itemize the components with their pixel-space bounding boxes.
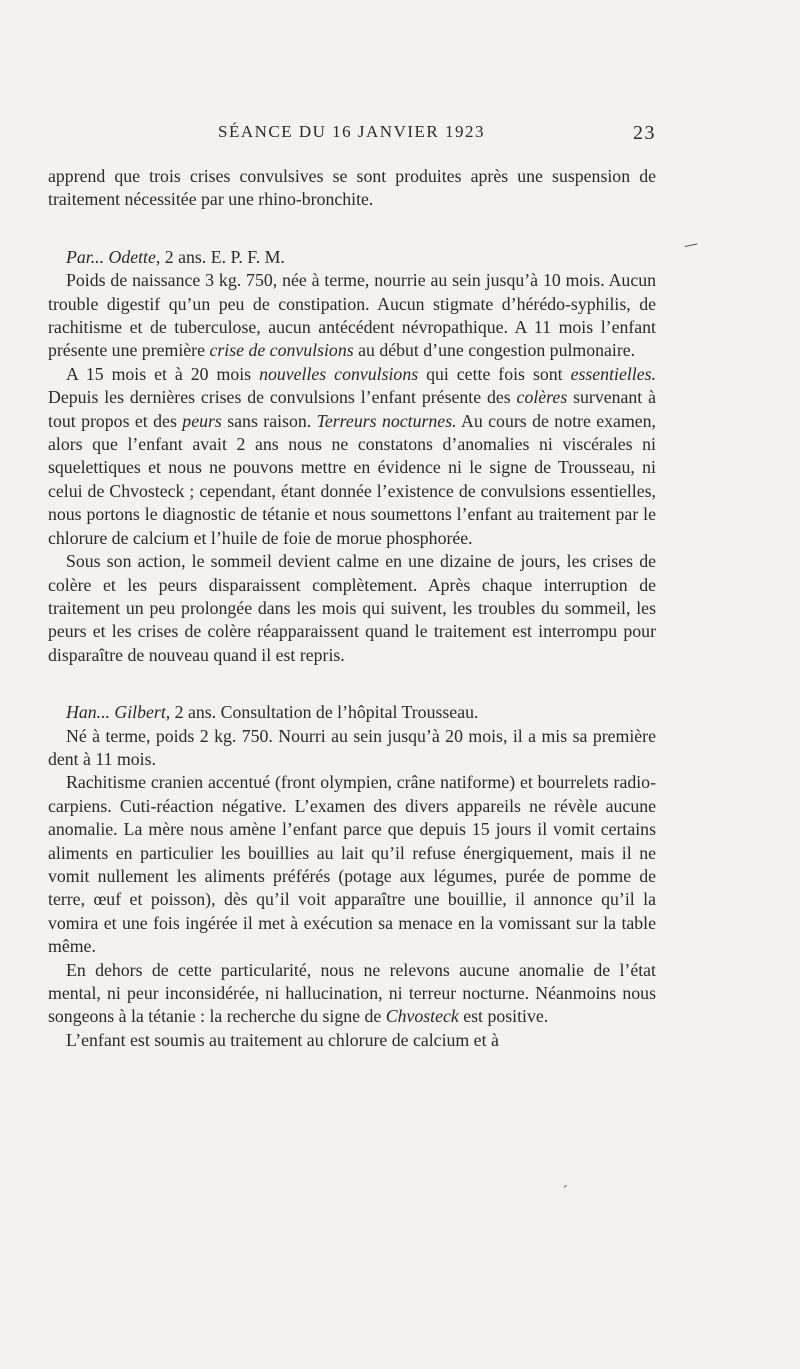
- case-one-p2-italic-3: colères: [516, 387, 568, 408]
- case-one-paragraph-3: Sous son action, le sommeil devient calme en une dizaine de jours, les crises de colère et les peurs disparaissent complètement. Après chaque interruption de traitement un peu prolongée dans les mois qui suivent, les troubles du sommeil, les peurs et les crises de colère réapparaissent quand le traitement est interrompu pour disparaître de nouveau quand il est repris.: [48, 551, 656, 665]
- case-two-p3-text-b: est positive.: [458, 1006, 549, 1027]
- case-one-p1-text-a: Poids de naissance 3 kg. 750, née à terme, nourrie au sein jusqu’à 10 mois. Aucun trouble digestif qu’un peu de constipation. Aucun stigmate d’hérédo-syphilis, de rachitisme et de tuberculose, aucun antécédent névropathique. A 11 mois l’enfant présente une première: [48, 270, 656, 361]
- case-one-p2-text-a: A 15 mois et à 20 mois: [66, 363, 260, 384]
- case-one-p1-text-b: au début d’une congestion pulmonaire.: [353, 340, 636, 361]
- case-one-p2-text-f: Au cours de notre examen, alors que l’enfant avait 2 ans nous ne constatons d’anomalies ni viscérales ni squelettiques et nous ne pouvons mettre en évidence ni le signe de Trousseau, ni celui de Chvosteck ; cependant, étant donnée l’existence de convulsions essentielles, nous portons le diagnostic de tétanie et nous soumettons l’enfant au traitement par le chlorure de calcium et l’huile de foie de morue phosphorée.: [48, 410, 656, 548]
- case-one-paragraph-2: [48, 363, 656, 550]
- case-two-p3-text-a: En dehors de cette particularité, nous ne relevons aucune anomalie de l’état mental, ni peur inconsidérée, ni hallucination, ni terreur nocturne. Néanmoins nous songeons à la tétanie : la recherche du signe de: [48, 959, 656, 1027]
- margin-dash-mark: —: [682, 235, 700, 255]
- page-number: 23: [633, 122, 656, 144]
- case-two-p3-italic: Chvosteck: [385, 1006, 459, 1027]
- case-two-paragraph-1: Né à terme, poids 2 kg. 750. Nourri au sein jusqu’à 20 mois, il a mis sa première dent à 11 mois.: [48, 725, 656, 769]
- case-one-name: Par... Odette,: [66, 246, 161, 267]
- case-one-p2-italic-5: Terreurs nocturnes.: [316, 410, 457, 431]
- case-one: [48, 246, 656, 667]
- case-one-p2-italic-1: nouvelles convulsions: [259, 363, 419, 384]
- case-one-summary: 2 ans. E. P. F. M.: [160, 246, 285, 267]
- case-one-p2-text-c: Depuis les dernières crises de convulsions l’enfant présente des: [48, 387, 517, 408]
- case-one-p2-text-e: sans raison.: [221, 410, 317, 431]
- margin-stroke-mark: ´: [558, 1183, 569, 1201]
- case-one-p2-text-b: qui cette fois sont: [418, 363, 571, 384]
- page-header: [48, 118, 656, 148]
- case-two: [48, 701, 656, 1052]
- case-two-name: Han... Gilbert,: [66, 702, 171, 723]
- case-two-paragraph-3: [48, 959, 656, 1029]
- case-two-paragraph-4: L’enfant est soumis au traitement au chlorure de calcium et à: [66, 1029, 499, 1050]
- running-title: SÉANCE DU 16 JANVIER 1923: [218, 122, 485, 141]
- case-two-paragraph-2: Rachitisme cranien accentué (front olympien, crâne natiforme) et bourrelets radio-carpiens. Cuti-réaction négative. L’examen des divers appareils ne révèle aucune anomalie. La mère nous amène l’enfant parce que depuis 15 jours il vomit certains aliments en particulier les bouillies au lait qu’il refuse énergiquement, mais il ne vomit nullement les aliments préférés (potage aux légumes, purée de pomme de terre, œuf et poisson), dès qu’il voit apparaître une bouillie, il annonce qu’il la vomira et une fois ingérée il met à exécution sa menace en la vomissant sur la table même.: [48, 772, 656, 957]
- case-one-title: [48, 246, 656, 269]
- case-one-p1-italic: crise de convulsions: [209, 340, 354, 361]
- case-one-p2-italic-4: peurs: [182, 410, 222, 431]
- case-one-paragraph-1: [48, 269, 656, 363]
- intro-paragraph: apprend que trois crises convulsives se sont produites après une suspension de traitement nécessitée par une rhino-bronchite.: [48, 166, 656, 210]
- case-two-summary: 2 ans. Consultation de l’hôpital Trousseau.: [170, 702, 479, 723]
- page-body: [48, 165, 656, 1052]
- case-two-title: [48, 701, 656, 724]
- case-one-p2-text-d: survenant à tout propos et des: [48, 387, 656, 431]
- case-one-p2-italic-2: essentielles.: [570, 363, 656, 384]
